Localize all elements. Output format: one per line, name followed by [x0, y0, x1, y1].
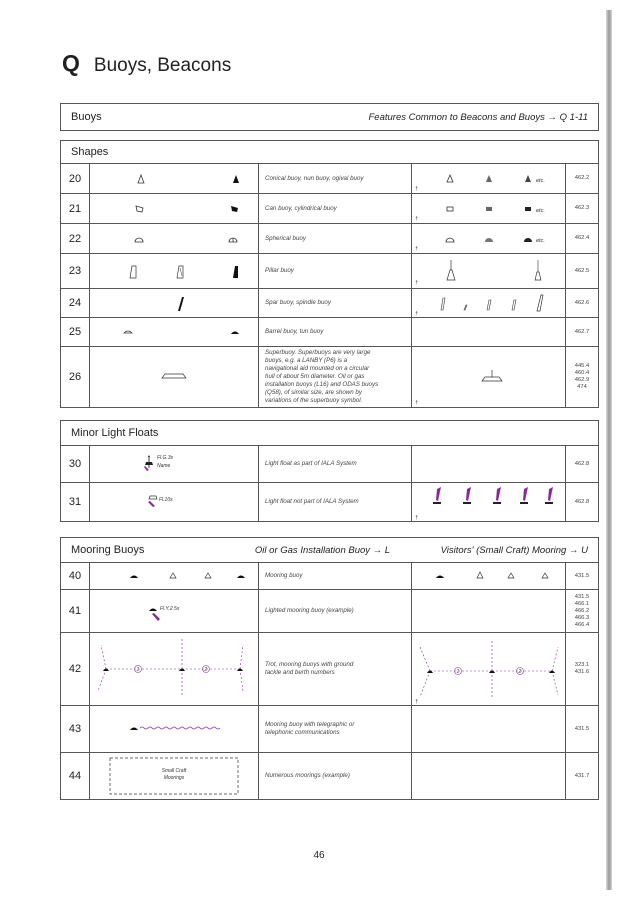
table-row: [61, 446, 598, 483]
mooring-buoys-table: [60, 537, 599, 800]
svg-text:†: †: [415, 699, 418, 705]
text-line: variations of the superbuoy symbol.: [265, 397, 363, 404]
visitors-mooring-cross-ref: Visitors' (Small Craft) Mooring → U: [440, 544, 588, 556]
light-characteristic: Fl.G.3s: [157, 455, 174, 461]
buoys-cross-ref: Features Common to Beacons and Buoys → Q 1-11: [368, 111, 588, 123]
light-characteristic: Fl.Y.2.5s: [160, 606, 180, 612]
row-number: 30: [61, 446, 90, 482]
light-float-variants: [412, 483, 566, 521]
mooring-buoy-variants: [412, 563, 566, 589]
row-number: 24: [61, 289, 90, 317]
text-line: Mooring buoy with telegraphic or: [265, 721, 355, 728]
table-row: [61, 254, 598, 289]
text-line: Mooring buoy: [265, 572, 303, 579]
can-buoy-symbols: [90, 194, 259, 223]
text-line: 460.4: [574, 370, 590, 376]
text-line: 462.8: [574, 460, 590, 467]
text-line: 445.4: [574, 363, 590, 369]
buoys-heading-box: [60, 103, 599, 131]
text-line: 431.5: [574, 593, 590, 600]
table-row: [61, 706, 598, 753]
minor-light-floats-table: [60, 420, 599, 522]
shapes-table: [60, 140, 599, 408]
berth-number: 1: [136, 667, 140, 673]
row-number: 20: [61, 164, 90, 193]
row-description: [259, 254, 412, 288]
text-line: 462.2: [574, 175, 590, 181]
row-references: [566, 254, 598, 288]
svg-text:†: †: [415, 216, 418, 222]
row-description: [259, 289, 412, 317]
light-characteristic: Fl.10s: [159, 497, 173, 503]
etc-label: etc.: [536, 208, 545, 214]
row-number: 23: [61, 254, 90, 288]
svg-text:†: †: [415, 311, 418, 317]
pillar-buoy-symbols: [90, 254, 259, 288]
numerous-moorings-symbol: [90, 753, 259, 799]
row-description: [259, 164, 412, 193]
text-line: 462.3: [574, 205, 590, 211]
table-row: [61, 563, 598, 590]
telegraphic-mooring-symbol: [90, 706, 259, 752]
section-letter: Q: [62, 50, 80, 76]
row-references: [566, 563, 598, 589]
table-row: [61, 318, 598, 347]
text-line: 431.5: [574, 725, 590, 732]
text-line: installation buoys (L16) and ODAS buoys: [265, 381, 379, 388]
shapes-title: Shapes: [71, 146, 109, 158]
trot-mooring-variant: [412, 633, 566, 705]
text-line: 462.8: [574, 498, 590, 505]
row-number: 42: [61, 633, 90, 705]
text-line: 466.3: [574, 614, 590, 621]
text-line: 462.7: [574, 328, 590, 335]
mooring-heading: [61, 538, 598, 563]
text-line: (Q58), of similar size, are shown by: [265, 389, 362, 396]
etc-label: etc.: [536, 178, 545, 184]
text-line: 431.5: [574, 572, 590, 579]
row-description: [259, 446, 412, 482]
minor-title: Minor Light Floats: [71, 427, 159, 439]
row-references: [566, 289, 598, 317]
text-line: 462.9: [574, 377, 590, 383]
pillar-buoy-variants: [412, 254, 566, 288]
float-name: Name: [157, 463, 171, 469]
text-line: Can buoy, cylindrical buoy: [265, 204, 337, 212]
table-row: [61, 164, 598, 194]
table-row: [61, 224, 598, 254]
table-row: [61, 483, 598, 521]
svg-text:†: †: [415, 515, 418, 521]
area-label-line1: Small Craft: [161, 768, 187, 774]
row-references: [566, 590, 598, 632]
svg-text:†: †: [415, 186, 418, 192]
row-description: [259, 224, 412, 253]
section-header: [62, 50, 231, 77]
text-line: 431.6: [574, 669, 590, 675]
row-number: 25: [61, 318, 90, 346]
row-number: 44: [61, 753, 90, 799]
text-line: Spherical buoy: [265, 234, 306, 242]
table-row: [61, 289, 598, 318]
row-references: [566, 318, 598, 346]
text-line: 466.2: [574, 607, 590, 614]
row-description: [259, 318, 412, 346]
table-row: [61, 194, 598, 224]
text-line: 462.4: [574, 235, 590, 241]
row-references: [566, 753, 598, 799]
text-line: Light float as part of IALA System: [265, 460, 357, 467]
text-line: telephonic communications: [265, 729, 340, 736]
text-line: 462.6: [574, 299, 590, 306]
non-iala-light-float-symbol: [90, 483, 259, 521]
text-line: 323.1: [574, 662, 590, 668]
row-references: [566, 164, 598, 193]
text-line: Pillar buoy: [265, 267, 294, 274]
barrel-buoy-symbols: [90, 318, 259, 346]
berth-number: 2: [204, 667, 208, 673]
row-references: [566, 194, 598, 223]
spar-buoy-variants: [412, 289, 566, 317]
buoys-label: Buoys: [71, 111, 102, 123]
spar-buoy-symbol: [90, 289, 259, 317]
row-number: 26: [61, 347, 90, 407]
text-line: 466.4: [574, 621, 590, 628]
row-references: [566, 347, 598, 407]
mooring-title: Mooring Buoys: [71, 544, 145, 556]
minor-heading: [61, 421, 598, 446]
text-line: Conical buoy, nun buoy, ogival buoy: [265, 174, 364, 182]
svg-text:†: †: [415, 246, 418, 252]
row-references: [566, 224, 598, 253]
text-line: Light float not part of IALA System: [265, 498, 359, 505]
spherical-buoy-symbols: [90, 224, 259, 253]
text-line: navigational aid mounted on a circular: [265, 365, 370, 372]
row-description: [259, 347, 412, 407]
row-number: 31: [61, 483, 90, 521]
row-references: [566, 633, 598, 705]
mooring-buoy-symbols: [90, 563, 259, 589]
svg-text:†: †: [415, 280, 418, 286]
table-row: [61, 347, 598, 407]
etc-label: etc.: [536, 238, 545, 244]
table-row: [61, 590, 598, 633]
text-line: buoys, e.g. a LANBY (P6) is a: [265, 357, 348, 364]
row-number: 40: [61, 563, 90, 589]
iala-light-float-symbol: [90, 446, 259, 482]
row-number: 43: [61, 706, 90, 752]
text-line: Barrel buoy, tun buoy: [265, 328, 324, 335]
row-number: 21: [61, 194, 90, 223]
row-description: [259, 706, 412, 752]
row-number: 22: [61, 224, 90, 253]
page-edge: [606, 10, 612, 890]
spherical-buoy-variants: [412, 224, 566, 253]
superbuoy-symbol: [90, 347, 259, 407]
berth-number: 1: [456, 669, 460, 675]
berth-number: 2: [518, 669, 522, 675]
conical-buoy-variants: [412, 164, 566, 193]
text-line: Numerous moorings (example): [265, 772, 350, 779]
row-references: [566, 483, 598, 521]
area-label-line2: Moorings: [163, 775, 185, 781]
row-description: [259, 563, 412, 589]
text-line: tackle and berth numbers: [265, 669, 335, 676]
text-line: 466.1: [574, 600, 590, 607]
can-buoy-variants: [412, 194, 566, 223]
row-description: [259, 753, 412, 799]
svg-text:†: †: [415, 400, 418, 406]
row-number: 41: [61, 590, 90, 632]
conical-buoy-symbols: [90, 164, 259, 193]
text-line: 431.7: [574, 772, 590, 779]
text-line: 462.5: [574, 267, 590, 274]
text-line: Superbuoy. Superbuoys are very large: [265, 349, 371, 356]
page-number: 46: [313, 850, 325, 861]
row-description: [259, 194, 412, 223]
shapes-heading: [61, 141, 598, 164]
text-line: Trot, mooring buoys with ground: [265, 661, 354, 668]
row-description: [259, 633, 412, 705]
lighted-mooring-buoy-symbol: [90, 590, 259, 632]
table-row: [61, 633, 598, 706]
row-references: [566, 706, 598, 752]
row-description: [259, 590, 412, 632]
trot-mooring-diagram: [90, 633, 259, 705]
text-line: 474: [577, 384, 587, 390]
section-title: Buoys, Beacons: [93, 55, 232, 76]
table-row: [61, 753, 598, 799]
text-line: Spar buoy, spindle buoy: [265, 299, 331, 306]
row-description: [259, 483, 412, 521]
text-line: Lighted mooring buoy (example): [265, 607, 354, 614]
text-line: hull of about 5m diameter. Oil or gas: [265, 373, 365, 380]
superbuoy-variant: [412, 347, 566, 407]
row-references: [566, 446, 598, 482]
oil-gas-cross-ref: Oil or Gas Installation Buoy → L: [254, 544, 391, 556]
